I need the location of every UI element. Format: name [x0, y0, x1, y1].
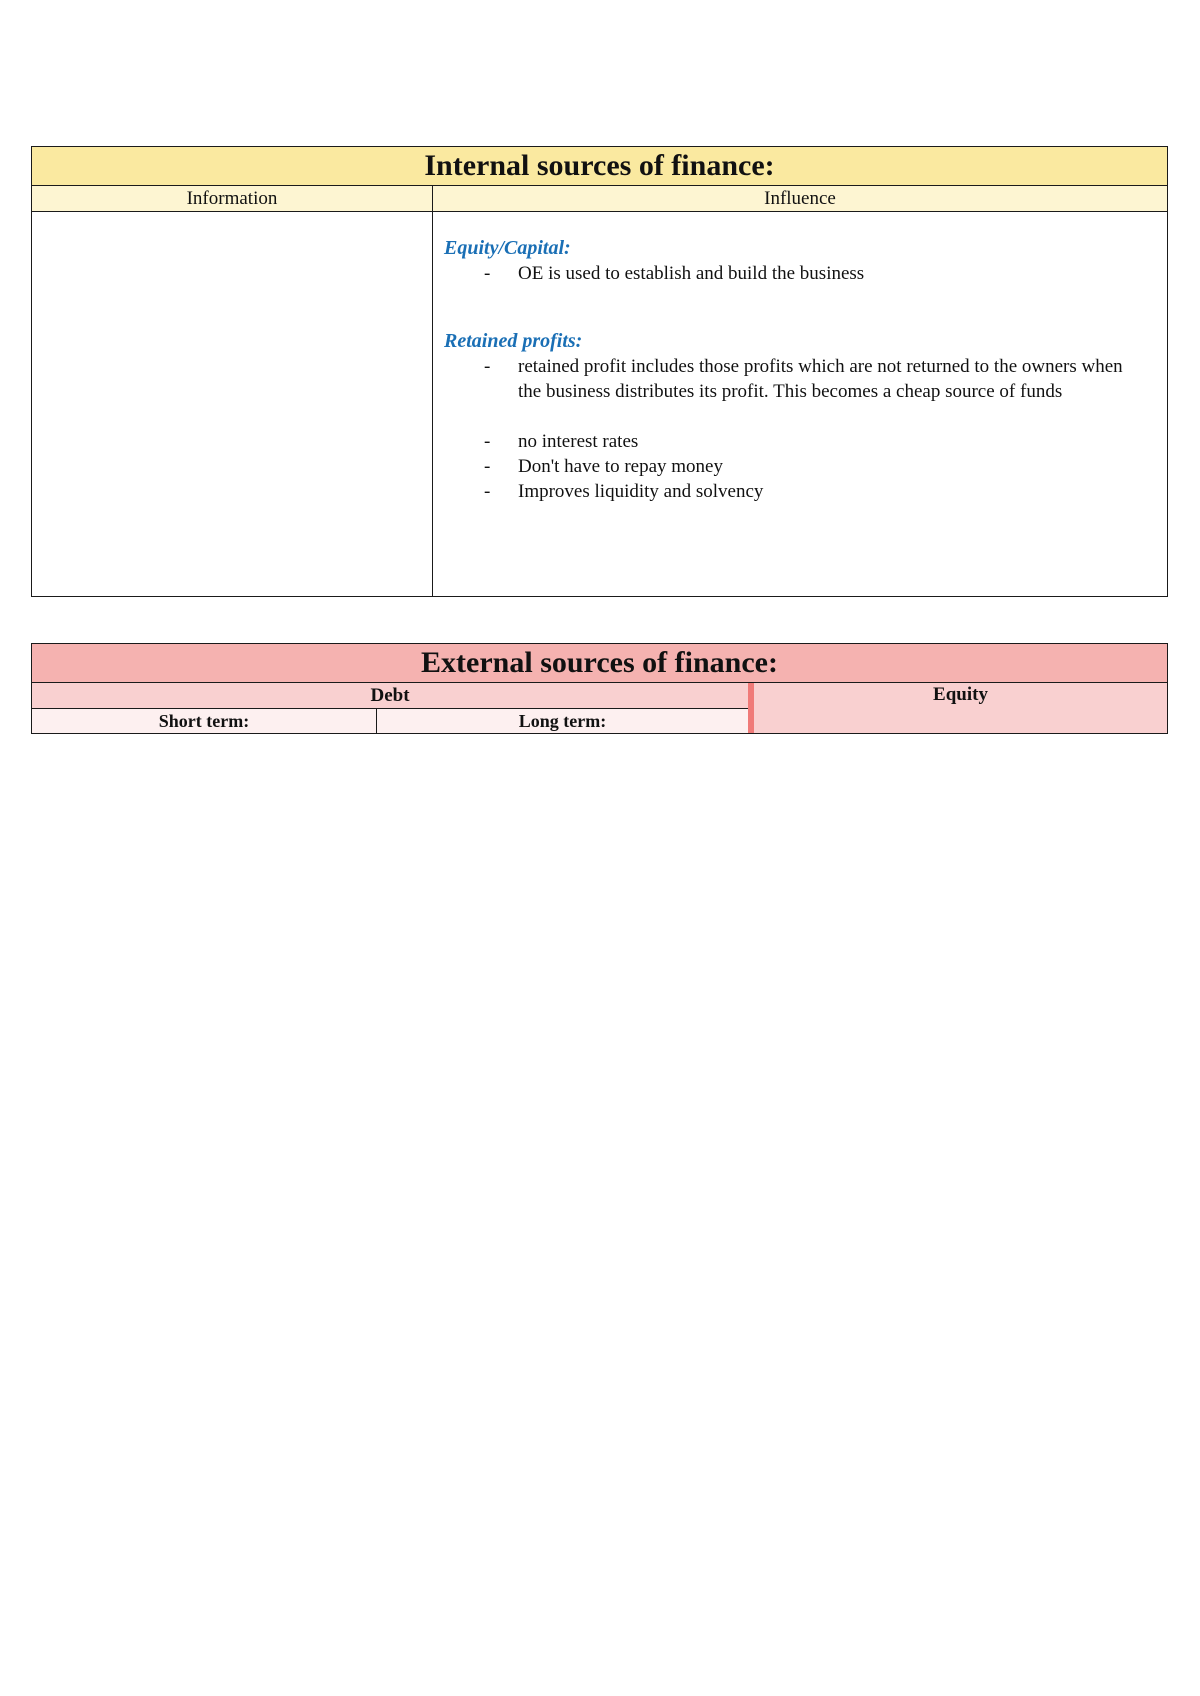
external-table-title: External sources of finance:	[32, 644, 1167, 683]
list-item: - OE is used to establish and build the business	[484, 261, 1167, 286]
influence-cell	[433, 212, 1167, 596]
influence-header: Influence	[764, 187, 836, 209]
long-term-header: Long term:	[518, 710, 607, 731]
equity-capital-list	[444, 261, 1167, 286]
internal-finance-table	[31, 146, 1168, 597]
external-lower-row	[32, 683, 1167, 733]
information-cell	[32, 212, 433, 596]
internal-body-row	[32, 212, 1167, 596]
retained-profits-benefits-list	[444, 429, 1167, 504]
list-item: - retained profit includes those profits which are not returned to the owners when the business distributes its profit. This becomes a cheap source of funds	[484, 354, 1167, 404]
internal-table-title: Internal sources of finance:	[32, 147, 1167, 186]
short-term-header: Short term:	[32, 709, 377, 733]
list-item: - Don't have to repay money	[484, 454, 1167, 479]
equity-header: Equity	[754, 683, 1167, 733]
debt-subheader-row	[32, 709, 748, 733]
retained-profits-heading: Retained profits:	[444, 330, 583, 352]
list-item: - Improves liquidity and solvency	[484, 479, 1167, 504]
debt-column	[32, 683, 748, 733]
internal-header-row	[32, 186, 1167, 212]
equity-capital-heading: Equity/Capital:	[444, 237, 571, 259]
external-finance-table	[31, 643, 1168, 734]
retained-profits-list	[444, 354, 1167, 404]
list-item: - no interest rates	[484, 429, 1167, 454]
information-header: Information	[32, 186, 433, 211]
debt-header: Debt	[32, 683, 748, 709]
